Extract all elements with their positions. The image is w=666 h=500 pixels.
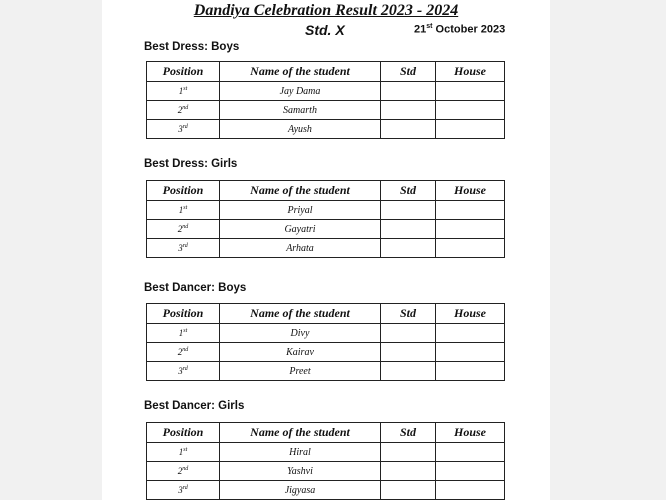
table-row [147,343,505,362]
student-name-cell: Preet [220,362,381,381]
table-row [147,220,505,239]
house-cell [436,362,505,381]
house-cell [436,201,505,220]
position-cell [147,82,220,101]
results-table-best-dancer-boys [146,303,505,381]
position-number: 3 [178,243,183,253]
position-number: 3 [178,124,183,134]
position-suffix: rd [182,124,188,130]
std-cell [381,239,436,258]
house-cell [436,239,505,258]
position-number: 3 [178,485,183,495]
student-name-cell: Ayush [220,120,381,139]
table-header-row [147,423,505,443]
student-name-cell: Yashvi [220,462,381,481]
table-header-row [147,304,505,324]
std-cell [381,462,436,481]
results-table-best-dress-boys [146,61,505,139]
position-cell [147,462,220,481]
std-cell [381,343,436,362]
position-suffix: nd [182,105,189,111]
student-name-cell: Priyal [220,201,381,220]
student-name-cell: Samarth [220,101,381,120]
table-row [147,481,505,500]
std-cell [381,82,436,101]
table-row [147,101,505,120]
position-cell [147,120,220,139]
header-house: House [436,62,505,82]
position-number: 2 [177,105,183,115]
position-suffix: st [183,86,188,92]
position-number: 2 [177,224,183,234]
std-cell [381,324,436,343]
section-title-best-dancer-boys: Best Dancer: Boys [144,282,247,294]
std-cell [381,220,436,239]
date-rest: October 2023 [435,23,506,36]
position-suffix: st [183,205,188,211]
position-number: 1 [178,447,184,457]
house-cell [436,443,505,462]
date-day: 21 [414,23,427,36]
table-header-row [147,181,505,201]
house-cell [436,101,505,120]
position-number: 1 [178,205,184,215]
position-cell [147,101,220,120]
house-cell [436,120,505,139]
student-name-cell: Arhata [220,239,381,258]
table-row [147,120,505,139]
header-position: Position [147,304,220,324]
position-cell [147,239,220,258]
position-suffix: rd [182,243,188,249]
std-cell [381,201,436,220]
position-number: 1 [178,86,184,96]
student-name-cell: Jigyasa [220,481,381,500]
position-cell [147,443,220,462]
std-cell [381,120,436,139]
position-cell [147,481,220,500]
position-suffix: nd [182,347,189,353]
position-cell [147,201,220,220]
student-name-cell: Kairav [220,343,381,362]
position-suffix: st [183,447,188,453]
header-std: Std [381,62,436,82]
date-suffix: st [426,23,433,30]
house-cell [436,462,505,481]
house-cell [436,220,505,239]
section-title-best-dress-boys: Best Dress: Boys [144,41,240,53]
header-name: Name of the student [220,304,381,324]
results-table-best-dancer-girls [146,422,505,500]
position-number: 2 [177,347,183,357]
house-cell [436,343,505,362]
std-cell [381,101,436,120]
position-cell [147,362,220,381]
header-position: Position [147,423,220,443]
position-number: 3 [178,366,183,376]
position-cell [147,324,220,343]
result-sheet [102,0,550,500]
table-row [147,201,505,220]
position-suffix: st [183,328,188,334]
std-cell [381,481,436,500]
position-suffix: rd [182,485,188,491]
std-cell [381,362,436,381]
header-std: Std [381,304,436,324]
student-name-cell: Jay Dama [220,82,381,101]
position-cell [147,343,220,362]
header-name: Name of the student [220,62,381,82]
section-title-best-dancer-girls: Best Dancer: Girls [144,400,245,412]
header-house: House [436,304,505,324]
header-name: Name of the student [220,181,381,201]
class-label: Std. X [305,22,345,38]
header-house: House [436,423,505,443]
table-row [147,239,505,258]
results-table-best-dress-girls [146,180,505,258]
position-suffix: nd [182,224,189,230]
table-row [147,362,505,381]
section-title-best-dress-girls: Best Dress: Girls [144,158,238,170]
house-cell [436,481,505,500]
position-suffix: rd [182,366,188,372]
header-std: Std [381,423,436,443]
page-title: Dandiya Celebration Result 2023 - 2024 [193,2,459,19]
header-name: Name of the student [220,423,381,443]
table-row [147,443,505,462]
table-row [147,462,505,481]
header-position: Position [147,62,220,82]
table-row [147,82,505,101]
date-label [414,23,505,36]
house-cell [436,324,505,343]
position-number: 2 [177,466,183,476]
position-suffix: nd [182,466,189,472]
table-row [147,324,505,343]
student-name-cell: Divy [220,324,381,343]
position-number: 1 [178,328,184,338]
header-house: House [436,181,505,201]
student-name-cell: Gayatri [220,220,381,239]
position-cell [147,220,220,239]
header-std: Std [381,181,436,201]
student-name-cell: Hiral [220,443,381,462]
header-position: Position [147,181,220,201]
table-header-row [147,62,505,82]
std-cell [381,443,436,462]
house-cell [436,82,505,101]
